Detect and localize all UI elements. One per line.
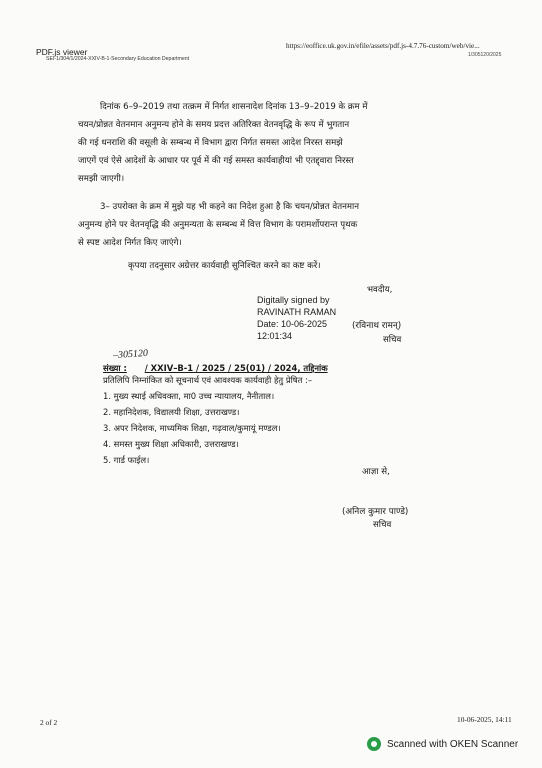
para1-line: जाएगें एवं ऐसे आदेशों के आधार पर पूर्व में की गई समस्त कार्यवाहीयां भी एतद्द्वारा निरस्त <box>78 156 354 166</box>
para3-line: कृपया तदनुसार अग्रेत्तर कार्यवाही सुनिश्चित करने का कष्ट करें। <box>128 261 321 271</box>
para2-line: 3– उपरोक्त के क्रम में मुझे यह भी कहने का निदेश हुआ है कि चयन/प्रोन्नत वेतनमान <box>100 202 360 212</box>
oken-scanner-logo-icon <box>367 737 381 751</box>
copy-list-item: 4. समस्त मुख्य शिक्षा अधिकारी, उत्तराखण्ड। <box>103 439 239 449</box>
signatory-designation: सचिव <box>383 335 402 345</box>
para1-line: की गई धनराशि की वसूली के सम्बन्ध में विभाग द्वारा निर्गत समस्त आदेश निरस्त समझे <box>78 138 343 148</box>
page-url: https://eoffice.uk.gov.in/efile/assets/pdf.js-4.7.76-custom/web/vie... <box>286 42 480 50</box>
signatory-name: (रविनाथ रामन्) <box>352 321 402 331</box>
copy-list-item: 3. अपर निदेशक, माध्यमिक शिक्षा, गढ़वाल/कुमायूं मण्डल। <box>103 423 281 433</box>
closing-by-order: आज्ञा से, <box>362 467 390 477</box>
print-timestamp: 10-06-2025, 14:11 <box>457 715 512 724</box>
second-signatory-designation: सचिव <box>373 520 392 530</box>
scanner-watermark <box>367 737 518 751</box>
copy-list-item: 2. महानिदेशक, विद्यालयी शिक्षा, उत्तराखण्ड। <box>103 407 240 417</box>
para2-line: अनुमन्य होने पर वेतनवृद्धि की अनुमन्यता के सम्बन्ध में वित्त विभाग के परामर्शोपरान्त पृथक <box>78 220 358 230</box>
para2-line: से स्पष्ट आदेश निर्गत किए जाएंगे। <box>78 238 182 248</box>
scanner-watermark-text: Scanned with OKEN Scanner <box>387 738 519 750</box>
para1-line: दिनांक 6–9–2019 तथा तत्क्रम में निर्गत शासनादेश दिनांक 13–9–2019 के क्रम में <box>100 102 368 112</box>
page-count: 2 of 2 <box>40 718 58 727</box>
file-reference: SEI-1/304/1/2024-XXIV-B-1-Secondary Education Department <box>46 56 190 62</box>
para1-line: समझी जाएगी। <box>78 174 125 184</box>
handwritten-number: –305120 <box>112 347 149 362</box>
closing-salutation: भवदीय, <box>367 285 393 295</box>
copy-intro: प्रतिलिपि निम्नांकित को सूचनार्थ एवं आवश्यक कार्यवाही हेतु प्रेषित :– <box>103 375 313 385</box>
reference-number: / XXIV–B-1 / 2025 / 25(01) / 2024, तद्दिनांक <box>144 363 328 373</box>
reference-line <box>103 363 328 374</box>
viewer-title: PDF.js viewer <box>36 47 88 57</box>
page-reference-number: 1/305120/2025 <box>468 52 502 58</box>
copy-list-item: 1. मुख्य स्थाई अधिवक्ता, मा0 उच्च न्यायालय, नैनीताल। <box>103 391 275 401</box>
second-signatory-name: (अनिल कुमार पाण्डे) <box>342 507 409 517</box>
reference-label: संख्या : <box>103 363 127 373</box>
copy-list-item: 5. गार्ड फाईल। <box>103 455 150 465</box>
digital-signature-block: Digitally signed by RAVINATH RAMAN Date: 10-06-2025 12:01:34 <box>257 295 337 341</box>
para1-line: चयन/प्रोन्नत वेतनमान अनुमन्य होने के समय प्रदत्त अतिरिक्त वेतनवृद्धि के रूप में भुगतान <box>78 120 350 130</box>
